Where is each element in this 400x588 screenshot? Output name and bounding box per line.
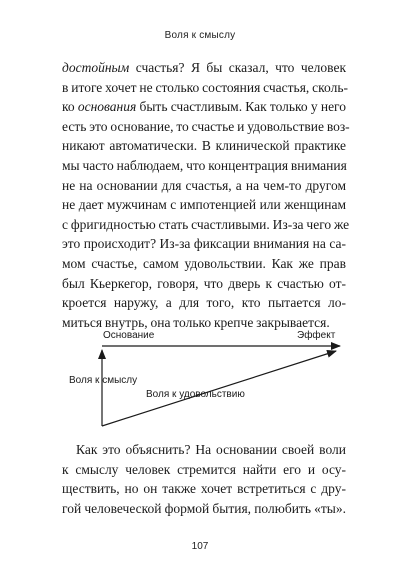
text-line: есть это основание, то счастье и удовольствие воз- (62, 118, 350, 134)
running-head: Воля к смыслу (164, 30, 236, 41)
text-line: не дает мужчинам с импотенцией или женщинам (62, 197, 346, 213)
text-line: к смыслу человек стремится найти его и осу- (62, 461, 346, 477)
text-line: никают автоматически. В клинической практике (62, 138, 346, 154)
text-line (62, 97, 346, 117)
text-line: был Кьеркегор, говоря, что дверь к счастью от- (62, 275, 346, 291)
page-number: 107 (191, 541, 209, 552)
will-to-meaning-label: Воля к смыслу (69, 375, 138, 386)
italic-word: достойным (62, 60, 130, 75)
text-fragment: ко (62, 99, 78, 115)
text-line: мы часто наблюдаем, что концентрация внимания (62, 157, 347, 173)
text-line (62, 58, 346, 78)
text-line: гой человеческой формой бытия, полюбить «ты». (62, 500, 346, 516)
basis-label: Основание (103, 330, 155, 341)
text-line: Как это объяснить? На основании своей воли (76, 442, 346, 457)
text-line: мом счастье, самом удовольствии. Как же прав (62, 255, 346, 271)
text-line: в итоге хочет не столько состояния счастья, сколь- (62, 79, 348, 95)
text-line: кроется наружу, а для того, кто пытается ло- (62, 295, 346, 311)
text-line: это происходит? Из-за фиксации внимания на са- (62, 236, 346, 252)
text-fragment: счастья? Я бы сказал, что человек (129, 60, 346, 75)
effect-label: Эффект (297, 330, 336, 341)
text-line: с фригидностью стать счастливыми. Из-за чего же (62, 216, 350, 232)
text-line: не на основании для счастья, а на чем-то другом (62, 177, 346, 193)
paragraph-1 (62, 58, 350, 332)
motivation-diagram (0, 318, 400, 438)
text-line: миться внутрь, она только крепче закрывается. (62, 314, 330, 330)
will-to-pleasure-label: Воля к удовольствию (146, 389, 245, 400)
text-line: ществить, но он также хочет встретиться с дру- (62, 481, 346, 497)
paragraph-2 (62, 440, 346, 518)
text-fragment: быть счастливым. Как только у него (136, 99, 347, 115)
italic-word: основания (77, 99, 137, 115)
